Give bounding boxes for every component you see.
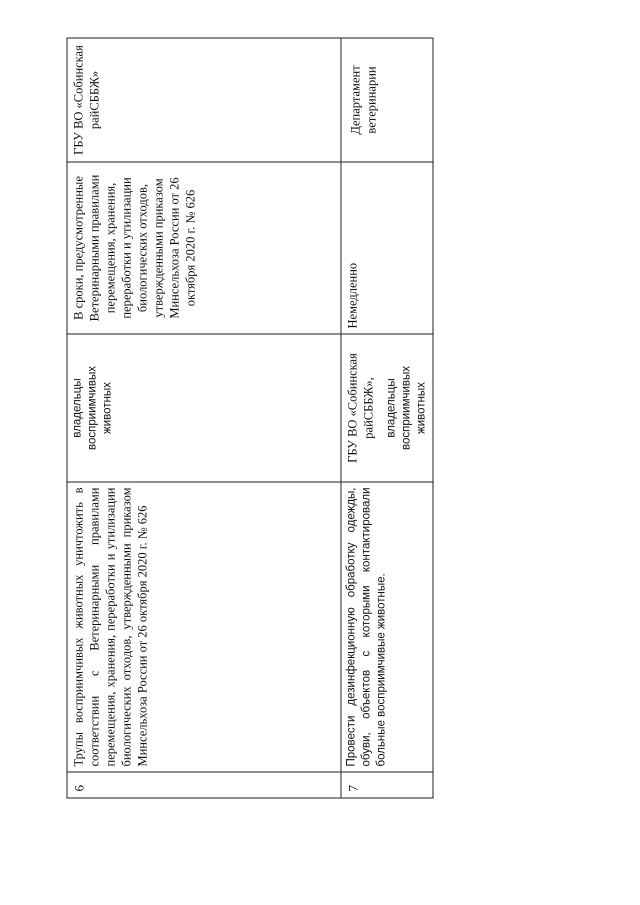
table-row (341, 38, 433, 798)
deadline-cell: В сроки, предусмотренные Ветеринарными правилами перемещения, хранения, переработки и утилизации биологических отходов, утвержденными приказом Минсельхоза России от 26 октября 2020 г. № 626 (67, 162, 341, 334)
row-number: 6 (67, 772, 341, 798)
responsible-cell: владельцы восприимчивых животных (67, 334, 341, 482)
control-cell: Департамент ветеринарии (341, 38, 433, 162)
responsible-org: ГБУ ВО «Собинская райСББЖ», (345, 353, 376, 463)
control-cell: ГБУ ВО «Собинская райСББЖ» (67, 38, 341, 162)
row-number: 7 (341, 772, 433, 798)
deadline-cell: Немедленно (341, 162, 433, 334)
measures-table (67, 38, 434, 799)
measure-cell: Провести дезинфекционную обработку одежды, обуви, объектов с которыми контактировали больные восприимчивые животные. (341, 482, 433, 772)
responsible-cell (341, 334, 433, 482)
measure-cell: Трупы восприимчивых животных уничтожить в соответствии с Ветеринарными правилами перемещения, хранения, переработки и утилизации биологических отходов, утвержденными приказом Минсельхоза России от 26 октября 2020 г. № 626 (67, 482, 341, 772)
rotated-table-wrapper (67, 39, 428, 799)
responsible-owners: владельцы восприимчивых животных (385, 365, 428, 451)
table-row (67, 38, 341, 798)
